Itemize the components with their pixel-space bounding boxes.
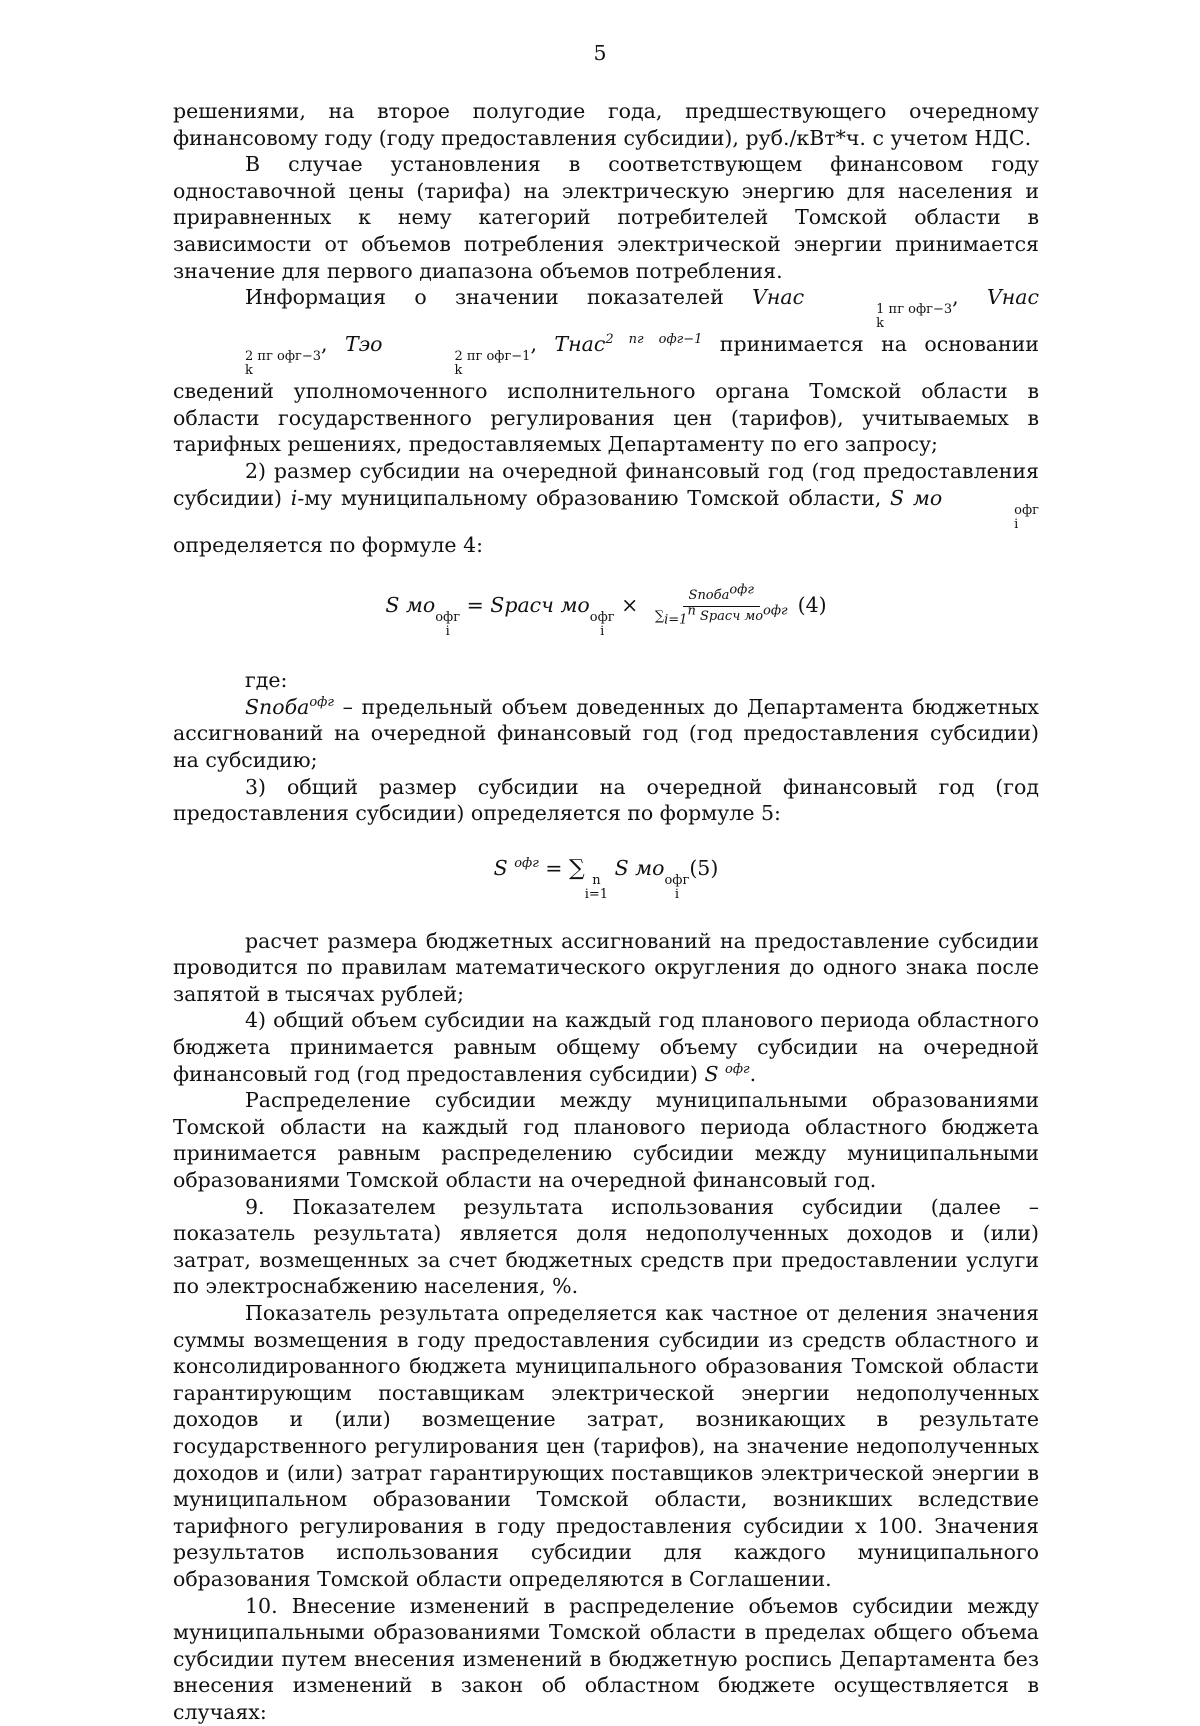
paragraph-section-9: 9. Показателем результата использования субсидии (далее – показатель результата) является доля недополученных доходов и (или) затрат, возмещенных за счет бюджетных средств при предоставлении услуги по электроснабжению населения, %. (173, 1194, 1039, 1299)
indicator-vnas-2: Vнас 2 пг офг−3 k (245, 285, 1039, 379)
paragraph-item-3: 3) общий размер субсидии на очередной финансовый год (год предоставления субсидии) определяется по формуле 5: (173, 774, 1039, 826)
symbol-s-mo-i: S мо офг i (890, 485, 1039, 532)
paragraph-item-2: 2) размер субсидии на очередной финансовый год (год предоставления субсидии) i-му муниципальному образованию Томской области, S мо офг i определяется по формуле 4: (173, 458, 1039, 557)
indicators-tail: принимается на основании сведений уполномоченного исполнительного органа Томской области в области государственного регулирования цен (тарифов), учитываемых в тарифных решениях, предоставляемых Департаменту по его запросу; (173, 332, 1039, 457)
indicator-teo: Tэо 2 пг офг−1 k (344, 332, 531, 379)
where-label: где: (245, 668, 288, 693)
indicators-lead: Информация о значении показателей (245, 285, 753, 310)
document-body (173, 98, 1039, 1726)
paragraph-result-indicator: Показатель результата определяется как частное от деления значения суммы возмещения в году предоставления субсидии из средств областного и консолидированного бюджета муниципального образования Томской области гарантирующим поставщикам электрической энергии недополученных доходов и (или) возмещение затрат, возникающих в результате государственного регулирования цен (тарифов), на значение недополученных доходов и (или) затрат гарантирующих поставщиков электрической энергии в муниципальном образовании Томской области, возникших вследствие тарифного регулирования в году предоставления субсидии x 100. Значения результатов использования субсидии для каждого муниципального образования Томской области определяются в Соглашении. (173, 1301, 1039, 1591)
paragraph-distribution: Распределение субсидии между муниципальными образованиями Томской области на каждый год планового периода областного бюджета принимается равным распределению субсидии между муниципальными образованиями Томской области на очередной финансовый год. (173, 1088, 1039, 1193)
paragraph-section-10: 10. Внесение изменений в распределение объемов субсидии между муниципальными образованиями Томской области в пределах общего объема субсидии путем внесения изменений в бюджетную роспись Департамента без внесения изменений в закон об областном бюджете осуществляется в случаях: (173, 1593, 1039, 1724)
paragraph-indicators-info: Информация о значении показателей Vнас 1 пг офг−3 k , Vнас 2 пг офг−3 k , Tэо 2 пг офг−1 k , Tнас$^{2 пг офг-1}$ принимается на основании сведений уполномоченного исполнительного органа Томской области в области государственного регулирования цен (тарифов), учитываемых в тарифных решениях, предоставляемых Департаменту по его запросу; (173, 285, 1039, 457)
paragraph-item-4: 4) общий объем субсидии на каждый год планового периода областного бюджета принимается равным общему объему субсидии на очередной финансовый год (год предоставления субсидии) S $^{офг}$. (173, 1008, 1039, 1086)
formula-5: S $^{офг}$ = ∑ n i=1 S мо офг i (5) (493, 855, 719, 902)
formula-5-label: (5) (689, 855, 719, 880)
paragraph-single-rate-tariff: В случае установления в соответствующем финансовом году одноставочной цены (тарифа) на электрическую энергию для населения и приравненных к нему категорий потребителей Томской области в зависимости от объемов потребления электрической энергии принимается значение для первого диапазона объемов потребления. (173, 152, 1039, 283)
paragraph-continuation: решениями, на второе полугодие года, предшествующего очередному финансовому году (году предоставления субсидии), руб./кВт*ч. с учетом НДС. (173, 99, 1039, 150)
formula-4: S мо офг i = Sрасч мо офг i × $\frac{Sпоба^{офг}}{\sum_{i=1}^n Sрасч мо^{офг}}$ (4) (385, 582, 827, 640)
symbol-spoba: Sпоба$^{офг}$ (245, 694, 334, 719)
formula-4-fraction: $\frac{Sпоба^{офг}}{\sum_{i=1}^n Sрасч мо^{офг}}$ (654, 582, 788, 628)
indicator-tnas: Tнас$^{2 пг офг-1}$ (554, 332, 703, 357)
paragraph-rounding: расчет размера бюджетных ассигнований на предоставление субсидии проводится по правилам математического округления до одного знака после запятой в тысячах рублей; (173, 928, 1039, 1006)
formula-4-label: (4) (797, 593, 827, 618)
indicator-vnas-1: Vнас 1 пг офг−3 k (752, 285, 953, 332)
page-number: 5 (593, 41, 607, 65)
paragraph-spoba-definition: Sпоба$^{офг}$ – предельный объем доведенных до Департамента бюджетных ассигнований на очередной финансовый год (год предоставления субсидии) на субсидию; (173, 694, 1039, 772)
